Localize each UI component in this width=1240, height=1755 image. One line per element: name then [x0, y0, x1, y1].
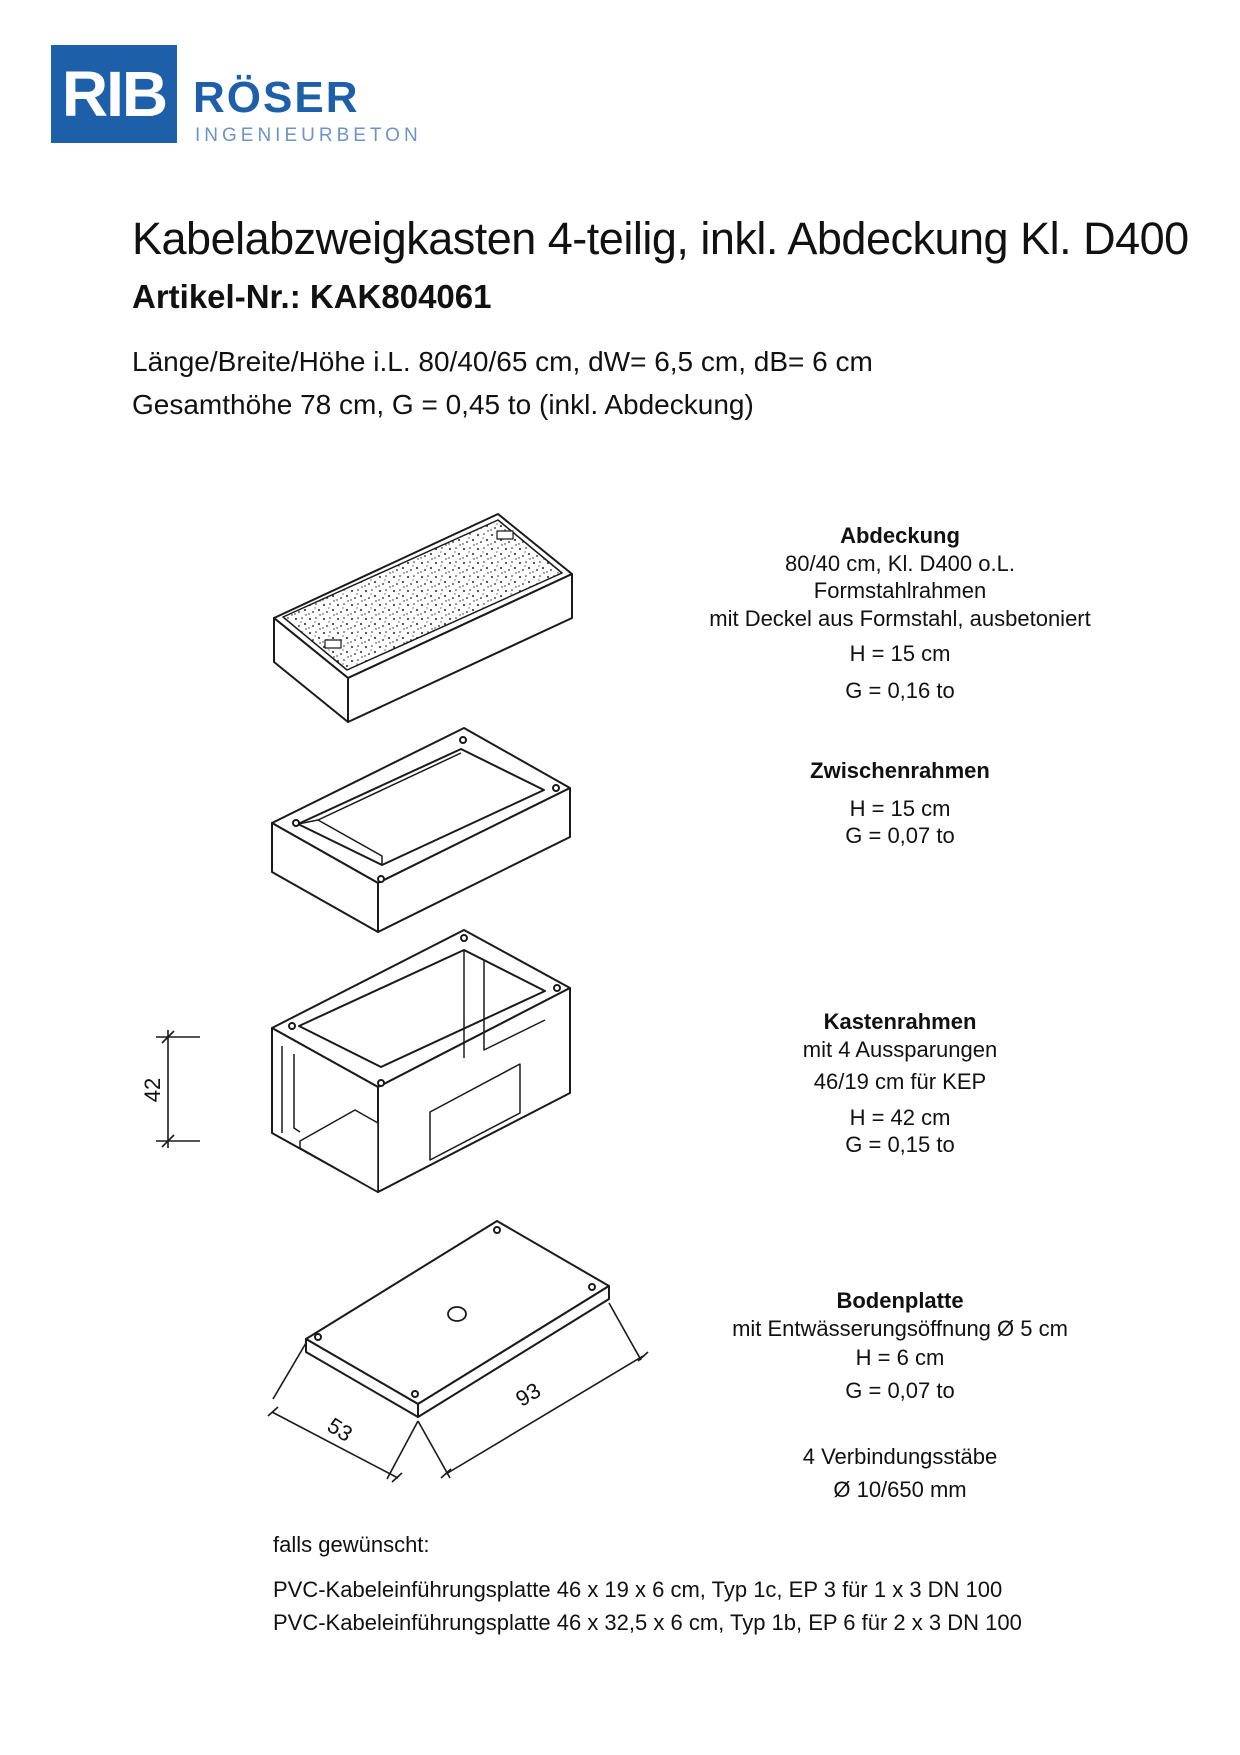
- base-plate-drawing: [306, 1221, 609, 1417]
- base-plate-line1: mit Entwässerungsöffnung Ø 5 cm: [732, 1315, 1068, 1341]
- base-plate-weight: G = 0,07 to: [845, 1377, 955, 1403]
- dimension-height-label: 42: [140, 1077, 165, 1103]
- cover-line2: Formstahlrahmen: [813, 578, 987, 603]
- dimension-length-label: 93: [511, 1377, 546, 1412]
- intermediate-frame-heading: Zwischenrahmen: [810, 758, 990, 783]
- intermediate-frame-height: H = 15 cm: [849, 795, 951, 821]
- box-frame-height: H = 42 cm: [849, 1104, 951, 1130]
- intermediate-frame-drawing: [272, 728, 570, 932]
- box-frame-heading: Kastenrahmen: [823, 1009, 977, 1034]
- cover-line1: 80/40 cm, Kl. D400 o.L.: [785, 550, 1015, 576]
- box-frame-line1: mit 4 Aussparungen: [802, 1036, 998, 1062]
- cover-weight: G = 0,16 to: [845, 677, 955, 703]
- logo-subtitle: INGENIEURBETON: [195, 125, 422, 146]
- optional-intro: falls gewünscht:: [273, 1532, 430, 1557]
- spec-total-height: Gesamthöhe 78 cm, G = 0,45 to (inkl. Abdeckung): [132, 389, 754, 420]
- cover-height: H = 15 cm: [849, 641, 951, 666]
- cover-heading: Abdeckung: [840, 523, 960, 548]
- box-frame-weight: G = 0,15 to: [845, 1132, 955, 1157]
- logo-mark: RIB: [51, 45, 177, 143]
- dimension-width-label: 53: [322, 1412, 357, 1447]
- optional-item-1: PVC-Kabeleinführungsplatte 46 x 19 x 6 cm, Typ 1c, EP 3 für 1 x 3 DN 100: [273, 1577, 1003, 1602]
- logo-name: RÖSER: [193, 73, 360, 122]
- base-plate-description: [690, 1287, 1110, 1404]
- optional-item-2: PVC-Kabeleinführungsplatte 46 x 32,5 x 6 cm, Typ 1b, EP 6 für 2 x 3 DN 100: [273, 1610, 1022, 1635]
- page-title: Kabelabzweigkasten 4-teilig, inkl. Abdeckung Kl. D400: [132, 213, 1189, 264]
- connecting-rods-line1: 4 Verbindungsstäbe: [802, 1444, 998, 1469]
- box-frame-description: [690, 1008, 1110, 1159]
- base-plate-heading: Bodenplatte: [836, 1288, 964, 1313]
- intermediate-frame-description: [690, 757, 1110, 850]
- intermediate-frame-weight: G = 0,07 to: [845, 823, 955, 848]
- article-number: Artikel-Nr.: KAK804061: [132, 278, 492, 315]
- spec-dimensions: Länge/Breite/Höhe i.L. 80/40/65 cm, dW= 6,5 cm, dB= 6 cm: [132, 346, 873, 377]
- base-plate-height: H = 6 cm: [855, 1345, 945, 1370]
- connecting-rods-description: [690, 1443, 1110, 1503]
- connecting-rods-line2: Ø 10/650 mm: [833, 1476, 967, 1502]
- box-frame-line2: 46/19 cm für KEP: [813, 1069, 987, 1094]
- cover-drawing: [274, 514, 572, 722]
- box-frame-drawing: [272, 930, 570, 1192]
- cover-line3: mit Deckel aus Formstahl, ausbetoniert: [709, 605, 1091, 631]
- cover-description: [690, 522, 1110, 704]
